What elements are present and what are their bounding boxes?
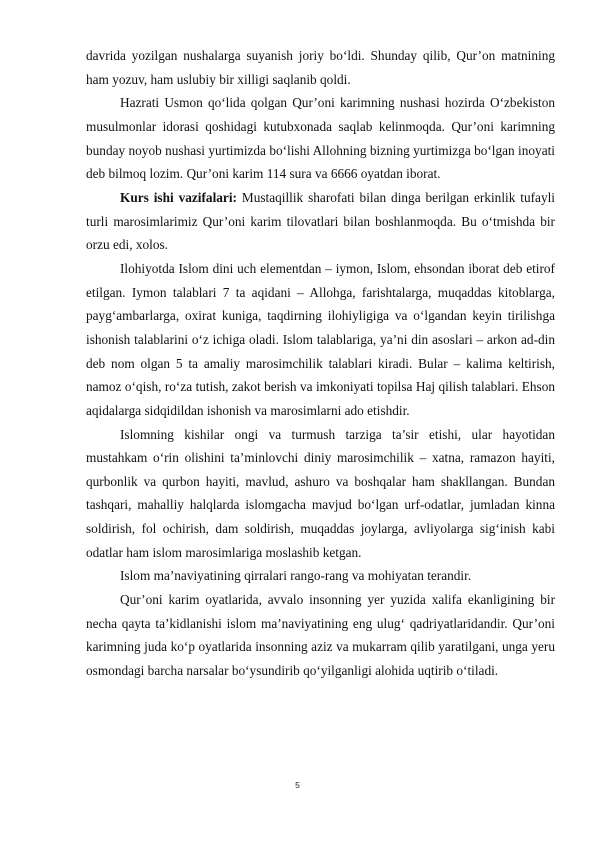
paragraph-usmon-manuscript: Hazrati Usmon qo‘lida qolgan Qur’oni karimning nushasi hozirda O‘zbekiston musulmonlar idorasi qoshidagi kutubxonada saqlab kelinmoqda. Qur’oni karimning bunday noyob nushasi yurtimizda bo‘lishi Allohning bizning yurtimizga bo‘lgan inoyati deb bilmoq lozim. Qur’oni karim 114 sura va 6666 oyatdan iborat. [86, 95, 555, 182]
paragraph-religious-rituals: Islomning kishilar ongi va turmush tarziga ta’sir etishi, ular hayotidan mustahkam o‘rin olishini ta’minlovchi diniy marosimchilik – xatna, ramazon hayiti, qurbonlik va qurbon hayiti, mavlud, ashuro va boshqalar ham shakllangan. Bundan tashqari, mahalliy halqlarda islomgacha mavjud bo‘lgan urf-odatlar, jumladan kinna soldirish, fol ochirish, dam soldirish, muqaddas joylarga, avliyolarga sig‘inish kabi odatlar ham islom marosimlariga moslashib ketgan. [86, 426, 555, 560]
document-body [86, 44, 555, 683]
paragraph-continuation: davrida yozilgan nushalarga suyanish joriy bo‘ldi. Shunday qilib, Qur’on matnining ham yozuv, ham uslubiy bir xilligi saqlanib qoldi. [86, 48, 555, 87]
paragraph-course-tasks [86, 186, 555, 257]
paragraph-theology-elements: Ilohiyotda Islom dini uch elementdan – iymon, Islom, ehsondan iborat deb etirof etilgan. Iymon talablari 7 ta aqidani – Allohga, farishtalarga, muqaddas kitoblarga, payg‘ambarlarga, oxirat kuniga, taqdirning ilohiyligiga va o‘lgandan keyin tirilishga ishonish talablarini o‘z ichiga oladi. Islom talablariga, ya’ni din asoslari – arkon ad-din deb nom olgan 5 ta amaliy marosimchilik talablari kiradi. Bular – kalima keltirish, namoz o‘qish, ro‘za tutish, zakot berish va imkoniyati topilsa Haj qilish talablari. Ehson aqidalarga sidqidildan ishonish va marosimlarni ado etishdir. [86, 260, 555, 418]
course-tasks-text: Mustaqillik sharofati bilan dinga berilgan erkinlik tufayli turli marosimlarimiz Qur’oni karim tilovatlari bilan boshlanmoqda. Bu o‘tmishda bir orzu edi, xolos. [86, 189, 555, 253]
page-number: 5 [295, 780, 300, 790]
paragraph-spirituality-facets: Islom ma’naviyatining qirralari rango-rang va mohiyatan terandir. [120, 568, 472, 584]
paragraph-quran-verses: Qur’oni karim oyatlarida, avvalo insonning yer yuzida xalifa ekanligining bir necha qayta ta’kidlanishi islom ma’naviyatining eng ulug‘ qadriyatlaridandir. Qur’oni karimning juda ko‘p oyatlarida insonning aziz va mukarram qilib yaratilgani, unga yeru osmondagi barcha narsalar bo‘ysundirib qo‘yilganligi alohida uqtirib o‘tiladi. [86, 592, 555, 679]
course-tasks-heading: Kurs ishi vazifalari: [120, 189, 237, 205]
